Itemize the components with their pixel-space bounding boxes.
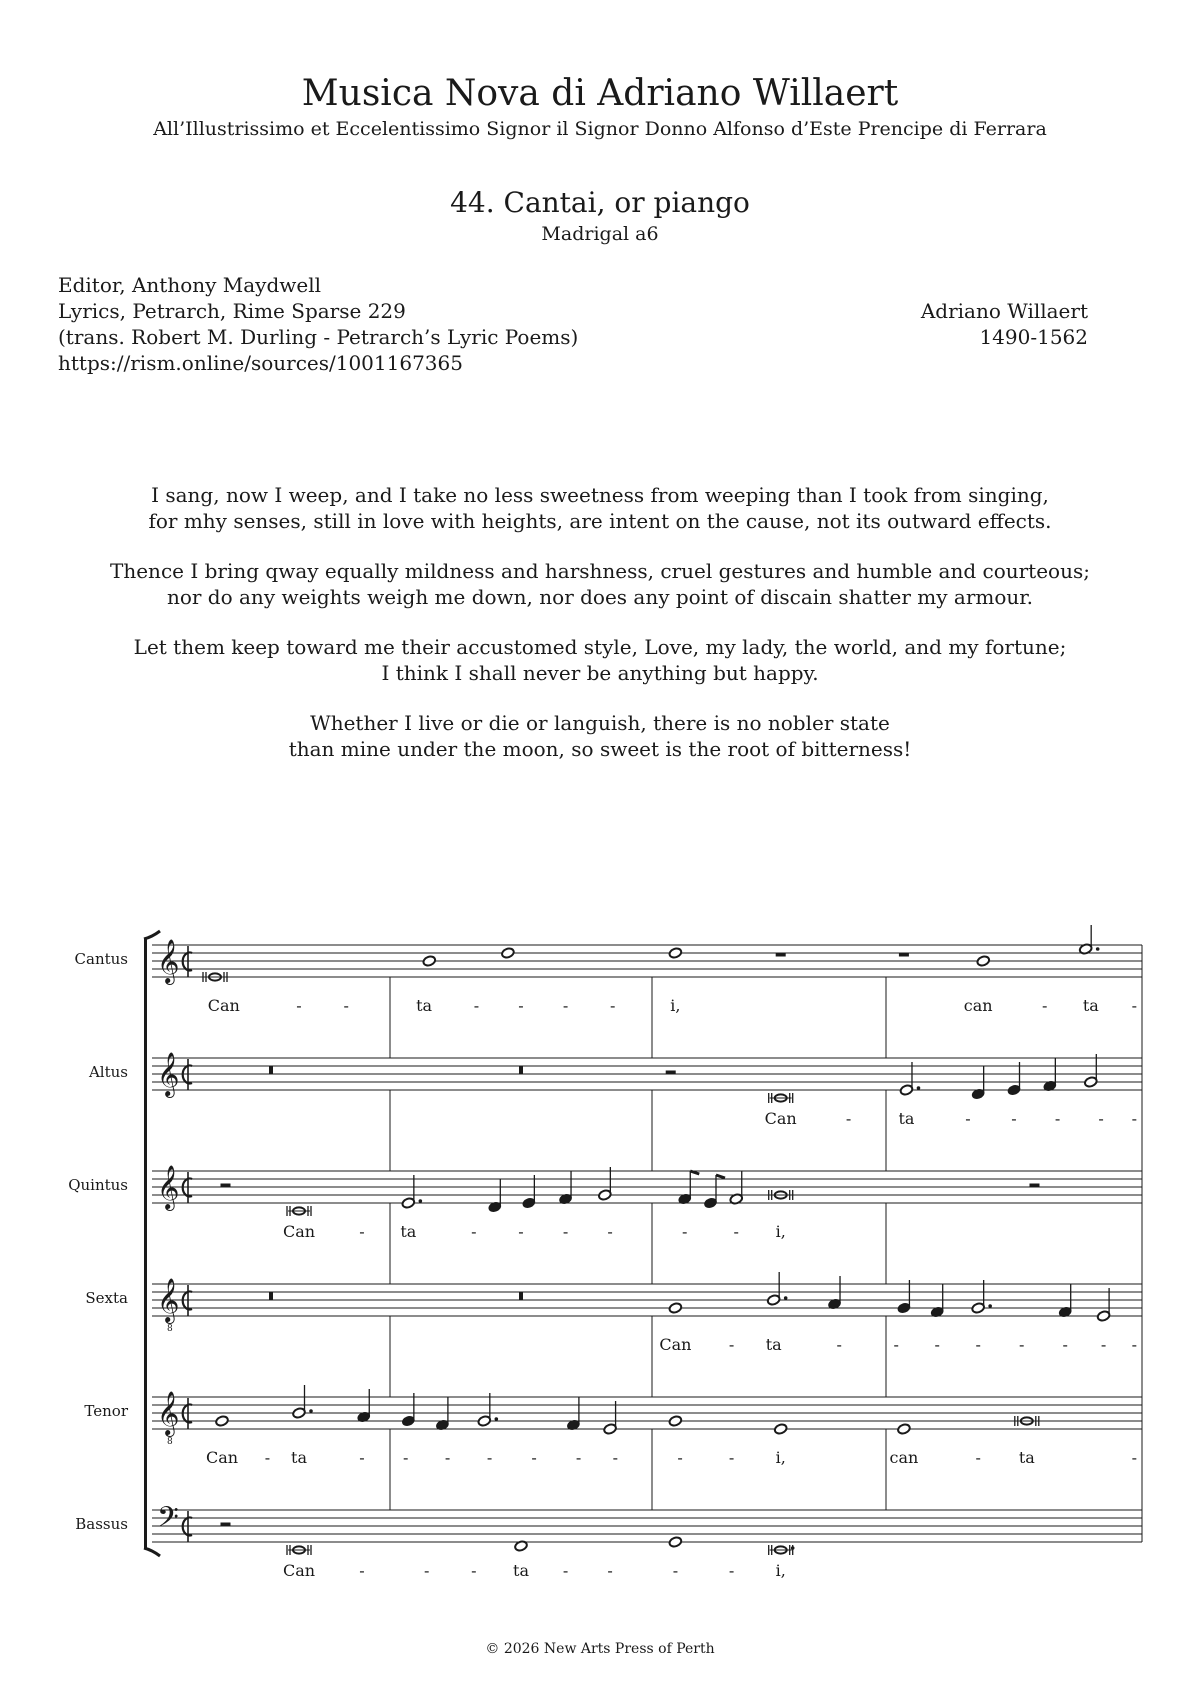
lyric-hyphen: - bbox=[612, 1448, 619, 1467]
lyrics-line: Thence I bring qway equally mildness and harshness, cruel gestures and humble and courteous; bbox=[110, 559, 1090, 583]
composer-name: Adriano Willaert bbox=[920, 299, 1088, 323]
lyric-hyphen: - bbox=[1042, 996, 1048, 1015]
whole-note bbox=[897, 1423, 911, 1435]
note-beam bbox=[716, 1175, 725, 1178]
lyric-syllable: ta bbox=[898, 1109, 915, 1128]
lyric-hyphen: - bbox=[531, 1448, 537, 1467]
lyric-syllable: i, bbox=[775, 1448, 786, 1467]
lyric-syllable: ta bbox=[513, 1561, 529, 1580]
lyric-hyphen: - bbox=[359, 1561, 365, 1580]
lyric-hyphen: - bbox=[403, 1448, 409, 1467]
lyrics-line: than mine under the moon, so sweet is the root of bitterness! bbox=[288, 737, 912, 761]
lyric-syllable: Can bbox=[282, 1561, 316, 1580]
treble-clef-icon: 𝄞 bbox=[157, 1391, 180, 1435]
piece-subtitle: Madrigal a6 bbox=[541, 223, 659, 245]
lyric-hyphen: - bbox=[423, 1561, 430, 1580]
lyrics-stanza bbox=[0, 558, 1200, 610]
augmentation-dot bbox=[988, 1304, 992, 1308]
lyric-hyphen: - bbox=[1011, 1109, 1017, 1128]
augmentation-dot bbox=[917, 1086, 921, 1090]
lyric-hyphen: - bbox=[562, 1222, 569, 1241]
lyric-hyphen: - bbox=[733, 1222, 739, 1241]
lyric-hyphen: - bbox=[444, 1448, 451, 1467]
whole-rest-icon bbox=[776, 953, 786, 957]
whole-note bbox=[668, 1302, 682, 1314]
lyric-hyphen: - bbox=[728, 1335, 735, 1354]
lyrics-line: for mhy senses, still in love with heights, are intent on the cause, not its outward effects. bbox=[148, 509, 1052, 533]
lyric-hyphen: - bbox=[682, 1222, 688, 1241]
octave-8-marker: 8 bbox=[167, 1437, 173, 1447]
voice-label: Quintus bbox=[68, 1176, 128, 1194]
staff-quintus bbox=[68, 1165, 1142, 1284]
lyric-hyphen: - bbox=[562, 1561, 569, 1580]
translation-credit: (trans. Robert M. Durling - Petrarch’s Lyric Poems) bbox=[58, 325, 579, 349]
half-rest-icon bbox=[666, 1071, 676, 1075]
lyric-hyphen: - bbox=[343, 996, 349, 1015]
staff-bassus bbox=[75, 1501, 1142, 1580]
whole-note bbox=[668, 947, 682, 959]
half-rest-icon bbox=[221, 1523, 231, 1527]
lyric-hyphen: - bbox=[471, 1222, 477, 1241]
lyrics-translation bbox=[0, 482, 1200, 786]
lyrics-line: I think I shall never be anything but happy. bbox=[381, 661, 819, 685]
breve-rest-icon bbox=[519, 1066, 523, 1074]
staff-sexta bbox=[85, 1272, 1142, 1397]
treble-clef-icon: 𝄞 bbox=[157, 1165, 180, 1209]
breve-rest-icon bbox=[269, 1292, 273, 1300]
lyric-syllable: ta bbox=[1082, 996, 1099, 1015]
lyric-hyphen: - bbox=[296, 996, 302, 1015]
lyric-hyphen: - bbox=[359, 1222, 365, 1241]
editor-credit: Editor, Anthony Maydwell bbox=[58, 273, 322, 297]
lyrics-line: Whether I live or die or languish, there is no nobler state bbox=[310, 711, 890, 735]
lyric-syllable: Can bbox=[205, 1448, 239, 1467]
lyric-hyphen: - bbox=[845, 1109, 852, 1128]
lyric-hyphen: - bbox=[359, 1448, 365, 1467]
whole-note bbox=[501, 947, 515, 959]
voice-label: Sexta bbox=[85, 1289, 128, 1307]
composer-dates: 1490-1562 bbox=[979, 325, 1088, 349]
lyric-hyphen: - bbox=[518, 1222, 524, 1241]
lyric-syllable: Can bbox=[764, 1109, 797, 1128]
lyric-hyphen: - bbox=[264, 1448, 271, 1467]
lyric-hyphen: - bbox=[473, 996, 480, 1015]
lyric-syllable: ta bbox=[1018, 1448, 1035, 1467]
piece-title: 44. Cantai, or piango bbox=[450, 186, 750, 219]
lyric-syllable: can bbox=[889, 1448, 919, 1467]
staff-tenor bbox=[84, 1385, 1142, 1510]
lyric-hyphen: - bbox=[1131, 996, 1138, 1015]
treble-clef-icon: 𝄞 bbox=[157, 1278, 180, 1322]
whole-note bbox=[976, 955, 990, 967]
lyric-hyphen: - bbox=[1131, 1448, 1138, 1467]
treble-clef-icon: 𝄞 bbox=[157, 939, 180, 983]
augmentation-dot bbox=[784, 1296, 788, 1300]
lyrics-stanza bbox=[0, 710, 1200, 762]
lyric-hyphen: - bbox=[471, 1561, 477, 1580]
whole-note bbox=[422, 955, 436, 967]
lyrics-line: I sang, now I weep, and I take no less sweetness from weeping than I took from singing, bbox=[151, 483, 1049, 507]
lyric-syllable: ta bbox=[765, 1335, 782, 1354]
lyrics-line: nor do any weights weigh me down, nor does any point of discain shatter my armour. bbox=[166, 585, 1034, 609]
augmentation-dot bbox=[1096, 947, 1100, 951]
credits-block bbox=[58, 272, 578, 376]
bass-clef-icon: 𝄢 bbox=[157, 1501, 179, 1541]
augmentation-dot bbox=[309, 1409, 313, 1413]
copyright-notice: © 2026 New Arts Press of Perth bbox=[485, 1641, 715, 1657]
collection-title: Musica Nova di Adriano Willaert bbox=[301, 73, 899, 114]
half-rest-icon bbox=[1029, 1184, 1039, 1188]
voice-label: Altus bbox=[88, 1063, 128, 1081]
lyric-hyphen: - bbox=[1100, 1335, 1107, 1354]
lyric-hyphen: - bbox=[1018, 1335, 1025, 1354]
octave-8-marker: 8 bbox=[167, 1324, 173, 1334]
lyric-syllable: i, bbox=[775, 1561, 786, 1580]
lyric-syllable: Can bbox=[207, 996, 240, 1015]
whole-rest-icon bbox=[899, 953, 909, 957]
treble-clef-icon: 𝄞 bbox=[157, 1052, 180, 1096]
lyric-hyphen: - bbox=[575, 1448, 582, 1467]
lyric-hyphen: - bbox=[728, 1448, 735, 1467]
lyrics-stanza bbox=[0, 482, 1200, 534]
lyric-hyphen: - bbox=[609, 996, 616, 1015]
lyric-hyphen: - bbox=[975, 1448, 981, 1467]
whole-note bbox=[668, 1536, 682, 1548]
lyric-hyphen: - bbox=[1062, 1335, 1068, 1354]
lyric-hyphen: - bbox=[1098, 1109, 1104, 1128]
lyric-syllable: Can bbox=[282, 1222, 316, 1241]
lyric-hyphen: - bbox=[486, 1448, 493, 1467]
lyric-hyphen: - bbox=[607, 1222, 613, 1241]
music-score bbox=[0, 925, 1200, 1585]
lyric-hyphen: - bbox=[518, 996, 524, 1015]
voice-label: Tenor bbox=[84, 1402, 128, 1420]
source-link[interactable]: https://rism.online/sources/1001167365 bbox=[58, 351, 463, 375]
lyric-syllable: i, bbox=[670, 996, 681, 1015]
lyric-syllable: ta bbox=[416, 996, 433, 1015]
breve-rest-icon bbox=[519, 1292, 523, 1300]
lyric-hyphen: - bbox=[934, 1335, 940, 1354]
augmentation-dot bbox=[791, 1546, 795, 1550]
augmentation-dot bbox=[419, 1199, 423, 1203]
composer-block bbox=[921, 298, 1088, 350]
lyric-hyphen: - bbox=[607, 1561, 613, 1580]
voice-label: Bassus bbox=[75, 1515, 128, 1533]
lyric-hyphen: - bbox=[1054, 1109, 1061, 1128]
lyric-hyphen: - bbox=[1131, 1335, 1138, 1354]
lyric-hyphen: - bbox=[836, 1335, 842, 1354]
lyric-syllable: i, bbox=[775, 1222, 786, 1241]
lyric-hyphen: - bbox=[677, 1448, 683, 1467]
whole-note bbox=[774, 1423, 788, 1435]
bracket-top-hook bbox=[144, 931, 160, 939]
system-bracket bbox=[144, 939, 147, 1548]
whole-note bbox=[668, 1415, 682, 1427]
breve-rest-icon bbox=[269, 1066, 273, 1074]
augmentation-dot bbox=[495, 1417, 499, 1421]
staff-altus bbox=[88, 1052, 1142, 1171]
lyric-hyphen: - bbox=[965, 1109, 971, 1128]
lyric-hyphen: - bbox=[1131, 1109, 1138, 1128]
lyrics-stanza bbox=[0, 634, 1200, 686]
lyric-syllable: ta bbox=[291, 1448, 307, 1467]
staff-cantus bbox=[75, 925, 1142, 1058]
dedication: All’Illustrissimo et Eccelentissimo Signor il Signor Donno Alfonso d’Este Prencipe di Ferrara bbox=[153, 118, 1047, 140]
voice-label: Cantus bbox=[74, 950, 128, 968]
lyric-hyphen: - bbox=[893, 1335, 899, 1354]
lyric-hyphen: - bbox=[672, 1561, 679, 1580]
lyric-hyphen: - bbox=[562, 996, 569, 1015]
lyrics-line: Let them keep toward me their accustomed style, Love, my lady, the world, and my fortune; bbox=[133, 635, 1067, 659]
whole-note bbox=[215, 1415, 229, 1427]
lyric-hyphen: - bbox=[728, 1561, 735, 1580]
lyric-syllable: Can bbox=[659, 1335, 692, 1354]
lyric-hyphen: - bbox=[975, 1335, 981, 1354]
half-rest-icon bbox=[221, 1184, 231, 1188]
lyric-syllable: ta bbox=[400, 1222, 417, 1241]
bracket-bottom-hook bbox=[144, 1548, 160, 1556]
lyrics-credit: Lyrics, Petrarch, Rime Sparse 229 bbox=[58, 299, 406, 323]
lyric-syllable: can bbox=[963, 996, 993, 1015]
